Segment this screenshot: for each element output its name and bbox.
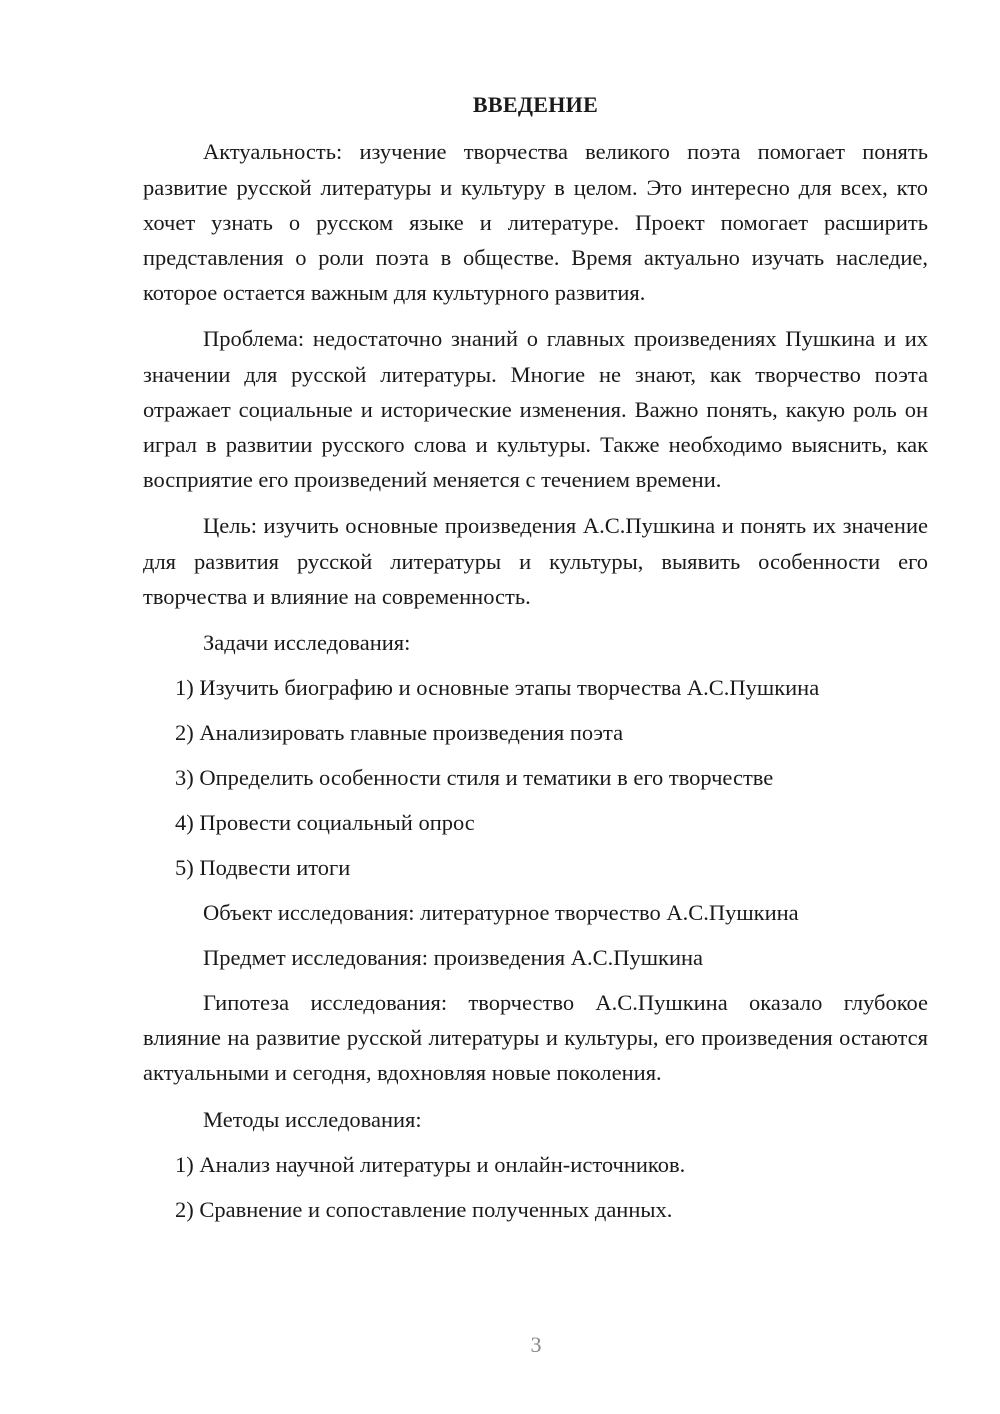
problem-paragraph: Проблема: недостаточно знаний о главных произведениях Пушкина и их значении для русской литературы. Многие не знают, как творчество поэта отражает социальные и исторические изменения. Важно понять, какую роль он играл в развитии русского слова и культуры. Также необходимо выяснить, как восприятие его произведений меняется с течением времени. [143,326,928,493]
document-page [143,92,928,1237]
method-item-1: 1) Анализ научной литературы и онлайн-источников. [175,1151,686,1177]
tasks-heading: Задачи исследования: [203,630,411,656]
task-item-4: 4) Провести социальный опрос [175,810,475,836]
page-title: ВВЕДЕНИЕ [472,92,599,117]
method-item-2: 2) Сравнение и сопоставление полученных данных. [175,1196,673,1222]
page-number: 3 [530,1332,542,1357]
task-item-2: 2) Анализировать главные произведения поэта [175,720,624,746]
task-item-1: 1) Изучить биографию и основные этапы творчества А.С.Пушкина [175,675,820,701]
task-item-3: 3) Определить особенности стиля и тематики в его творчестве [175,765,774,791]
relevance-paragraph: Актуальность: изучение творчества великого поэта помогает понять развитие русской литературы и культуру в целом. Это интересно для всех, кто хочет узнать о русском языке и литературе. Проект помогает расширить представления о роли поэта в обществе. Время актуально изучать наследие, которое остается важным для культурного развития. [143,139,928,306]
methods-heading: Методы исследования: [203,1106,422,1132]
research-subject: Предмет исследования: произведения А.С.Пушкина [203,945,704,971]
goal-paragraph: Цель: изучить основные произведения А.С.Пушкина и понять их значение для развития русской литературы и культуры, выявить особенности его творчества и влияние на современность. [143,513,928,609]
task-item-5: 5) Подвести итоги [175,855,351,881]
hypothesis-paragraph: Гипотеза исследования: творчество А.С.Пушкина оказало глубокое влияние на развитие русской литературы и культуры, его произведения остаются актуальными и сегодня, вдохновляя новые поколения. [143,990,928,1086]
research-object: Объект исследования: литературное творчество А.С.Пушкина [203,900,799,926]
